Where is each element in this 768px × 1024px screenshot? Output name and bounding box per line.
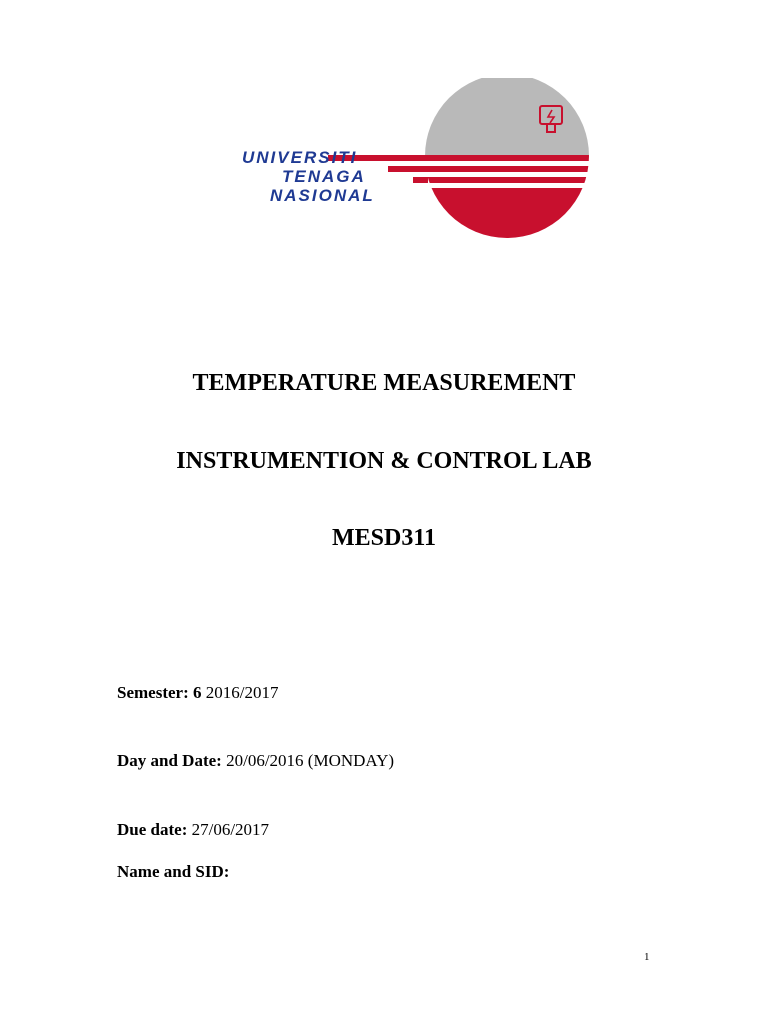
day-date-label: Day and Date:	[117, 751, 222, 770]
due-date-value: 27/06/2017	[187, 820, 270, 839]
lab-title: INSTRUMENTION & CONTROL LAB	[176, 448, 592, 474]
day-date-field	[117, 751, 394, 771]
page-number: 1	[644, 951, 650, 963]
semester-label: Semester: 6	[117, 683, 202, 702]
report-title: TEMPERATURE MEASUREMENT	[192, 370, 576, 396]
semester-field	[117, 683, 278, 703]
due-date-label: Due date:	[117, 820, 188, 839]
semester-value: 2016/2017	[201, 683, 279, 702]
logo-text-nasional: NASIONAL	[270, 186, 375, 205]
due-date-field	[117, 820, 269, 840]
course-code: MESD311	[331, 525, 436, 551]
day-date-value: 20/06/2016 (MONDAY)	[221, 751, 395, 770]
logo-text-universiti: UNIVERSITI	[242, 148, 358, 167]
name-sid-label: Name and SID:	[117, 862, 230, 881]
name-sid-field	[117, 862, 229, 882]
logo-text-tenaga: TENAGA	[282, 167, 366, 186]
